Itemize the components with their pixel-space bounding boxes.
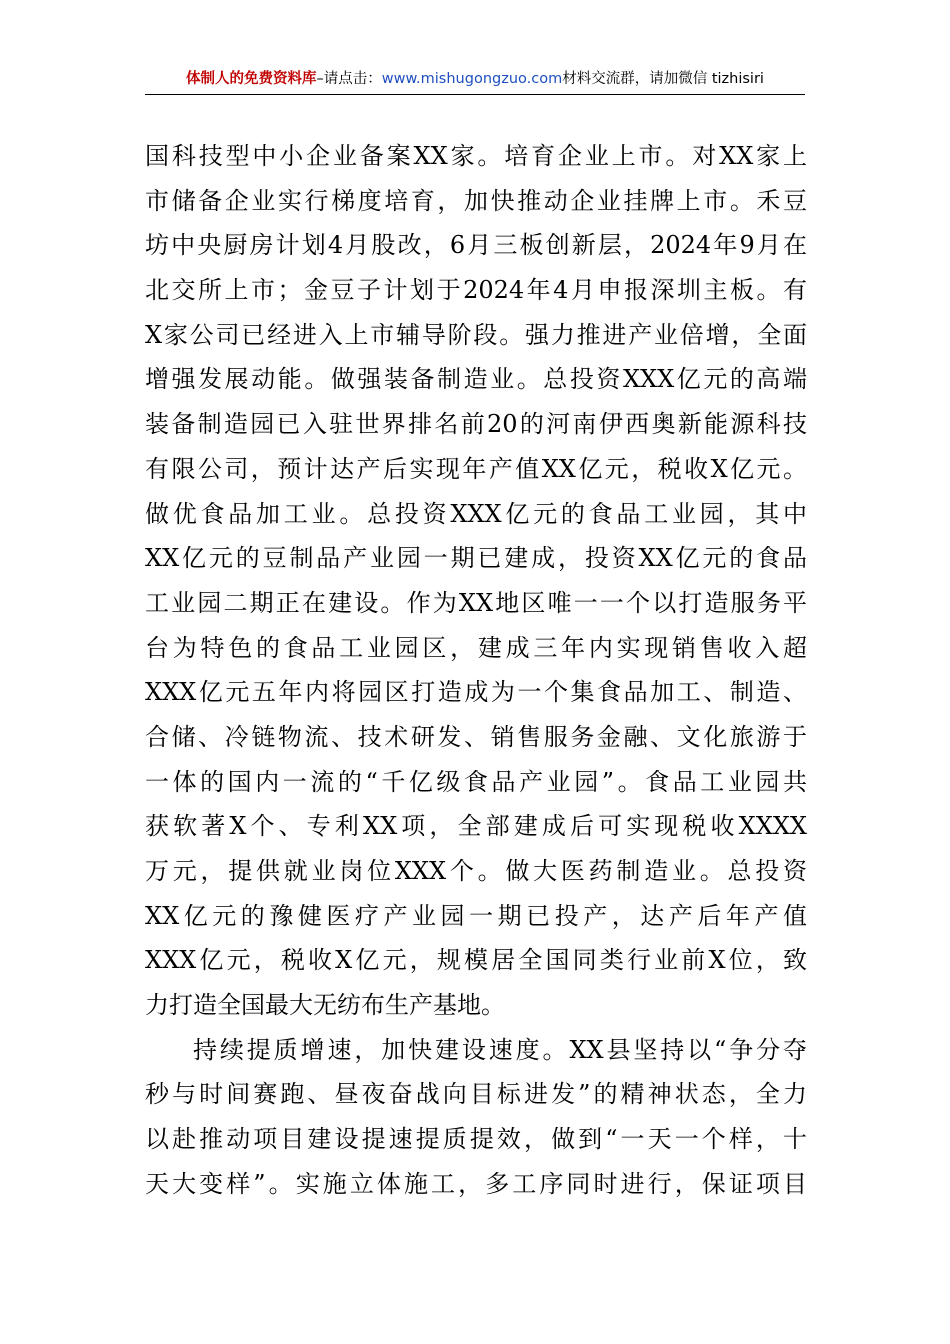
text-line: 国科技型中小企业备案XX家。培育企业上市。对XX家上	[145, 142, 807, 170]
text-line: 持续提质增速，加快建设速度。XX县坚持以“争分夺	[193, 1035, 807, 1064]
text-line: XX亿元的豫健医疗产业园一期已投产，达产后年产值	[145, 901, 807, 930]
header-site-name: 体制人的免费资料库	[186, 71, 317, 87]
text-line: 装备制造园已入驻世界排名前20的河南伊西奥新能源科技	[145, 410, 807, 439]
text-line: 力打造全国最大无纺布生产基地。	[145, 991, 505, 1020]
page-header	[145, 68, 805, 95]
text-line: 天大变样”。实施立体施工，多工序同时进行，保证项目	[145, 1169, 807, 1198]
text-line: 工业园二期正在建设。作为XX地区唯一一个以打造服务平	[145, 588, 807, 617]
text-line: XXX亿元，税收X亿元，规模居全国同类行业前X位，致	[145, 946, 807, 975]
text-line: 增强发展动能。做强装备制造业。总投资XXX亿元的高端	[145, 365, 807, 394]
text-line: X家公司已经进入上市辅导阶段。强力推进产业倍增，全面	[145, 320, 807, 349]
text-line: 市储备企业实行梯度培育，加快推动企业挂牌上市。禾豆	[145, 186, 807, 215]
text-line: XXX亿元五年内将园区打造成为一个集食品加工、制造、	[145, 678, 807, 707]
text-line: 万元，提供就业岗位XXX个。做大医药制造业。总投资	[145, 857, 807, 885]
text-line: 做优食品加工业。总投资XXX亿元的食品工业园，其中	[145, 499, 807, 528]
text-line: XX亿元的豆制品产业园一期已建成，投资XX亿元的食品	[145, 544, 807, 573]
text-line: 北交所上市；金豆子计划于2024年4月申报深圳主板。有	[145, 276, 807, 305]
text-line: 获软著X个、专利XX项，全部建成后可实现税收XXXX	[145, 812, 807, 841]
paragraph-1	[145, 134, 807, 1028]
header-group-note: 材料交流群，请加微信 tizhisiri	[562, 71, 764, 87]
paragraph-2	[145, 1028, 807, 1207]
text-line: 坊中央厨房计划4月股改，6月三板创新层，2024年9月在	[145, 231, 807, 260]
text-line: 台为特色的食品工业园区，建成三年内实现销售收入超	[145, 633, 807, 662]
document-body	[145, 134, 807, 1207]
text-line: 以赴推动项目建设提速提质提效，做到“一天一个样，十	[145, 1125, 807, 1154]
header-url-link[interactable]: www.mishugongzuo.com	[381, 71, 563, 87]
text-line: 合储、冷链物流、技术研发、销售服务金融、文化旅游于	[145, 722, 807, 751]
text-line: 一体的国内一流的“千亿级食品产业园”。食品工业园共	[145, 767, 807, 796]
text-line: 秒与时间赛跑、昼夜奋战向目标进发”的精神状态，全力	[145, 1080, 807, 1109]
header-click-prompt: –请点击：	[316, 71, 382, 87]
text-line: 有限公司，预计达产后实现年产值XX亿元，税收X亿元。	[145, 454, 807, 483]
